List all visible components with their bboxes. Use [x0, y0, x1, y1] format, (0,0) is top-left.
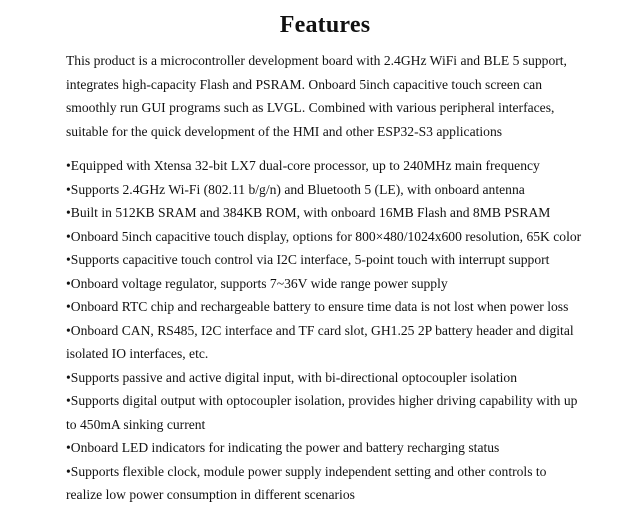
feature-text: Onboard LED indicators for indicating the power and battery recharging status	[70, 440, 500, 455]
feature-list	[66, 154, 584, 507]
feature-text: Onboard voltage regulator, supports 7~36V wide range power supply	[70, 275, 448, 291]
feature-item	[66, 319, 584, 366]
feature-text: Onboard CAN, RS485, I2C interface and TF card slot, GH1.25 2P battery header and digital isolated IO interfaces, etc.	[66, 322, 574, 361]
bullet-icon: •	[66, 275, 71, 291]
feature-item	[66, 389, 584, 436]
feature-text: Equipped with Xtensa 32-bit LX7 dual-core processor, up to 240MHz main frequency	[70, 158, 540, 173]
bullet-icon: •	[66, 299, 71, 314]
intro-paragraph: This product is a microcontroller development board with 2.4GHz WiFi and BLE 5 support, integrates high-capacity Flash and PSRAM. Onboard 5inch capacitive touch screen can smoothly run GUI programs such as LVGL. Combined with various peripheral interfaces, suitable for the quick development of the HMI and other ESP32-S3 applications	[66, 53, 567, 139]
feature-item	[66, 178, 584, 202]
page-title: Features	[279, 12, 371, 38]
feature-item	[66, 460, 584, 507]
bullet-icon: •	[66, 205, 71, 220]
feature-text: Built in 512KB SRAM and 384KB ROM, with onboard 16MB Flash and 8MB PSRAM	[70, 205, 551, 220]
feature-item	[66, 272, 584, 296]
feature-text: Supports capacitive touch control via I2C interface, 5-point touch with interrupt support	[70, 252, 550, 267]
feature-text: Onboard RTC chip and rechargeable battery to ensure time data is not lost when power loss	[70, 299, 569, 314]
feature-item	[66, 225, 584, 249]
bullet-icon: •	[66, 252, 71, 267]
bullet-icon: •	[66, 322, 71, 338]
feature-item	[66, 295, 584, 319]
feature-item	[66, 436, 584, 460]
feature-item	[66, 248, 584, 272]
feature-text: Onboard 5inch capacitive touch display, options for 800×480/1024x600 resolution, 65K color	[70, 228, 582, 244]
feature-text: Supports passive and active digital input, with bi-directional optocoupler isolation	[70, 369, 518, 385]
feature-text: Supports digital output with optocoupler isolation, provides higher driving capability with up to 450mA sinking current	[66, 393, 578, 432]
feature-item	[66, 201, 584, 225]
feature-item	[66, 366, 584, 390]
bullet-icon: •	[66, 158, 71, 173]
feature-item	[66, 154, 584, 178]
bullet-icon: •	[66, 181, 71, 197]
feature-text: Supports 2.4GHz Wi-Fi (802.11 b/g/n) and Bluetooth 5 (LE), with onboard antenna	[70, 181, 525, 197]
bullet-icon: •	[66, 228, 71, 244]
bullet-icon: •	[66, 369, 71, 385]
bullet-icon: •	[66, 440, 71, 455]
bullet-icon: •	[66, 393, 71, 408]
bullet-icon: •	[66, 463, 71, 479]
feature-text: Supports flexible clock, module power supply independent setting and other controls to realize low power consumption in different scenarios	[66, 463, 547, 502]
